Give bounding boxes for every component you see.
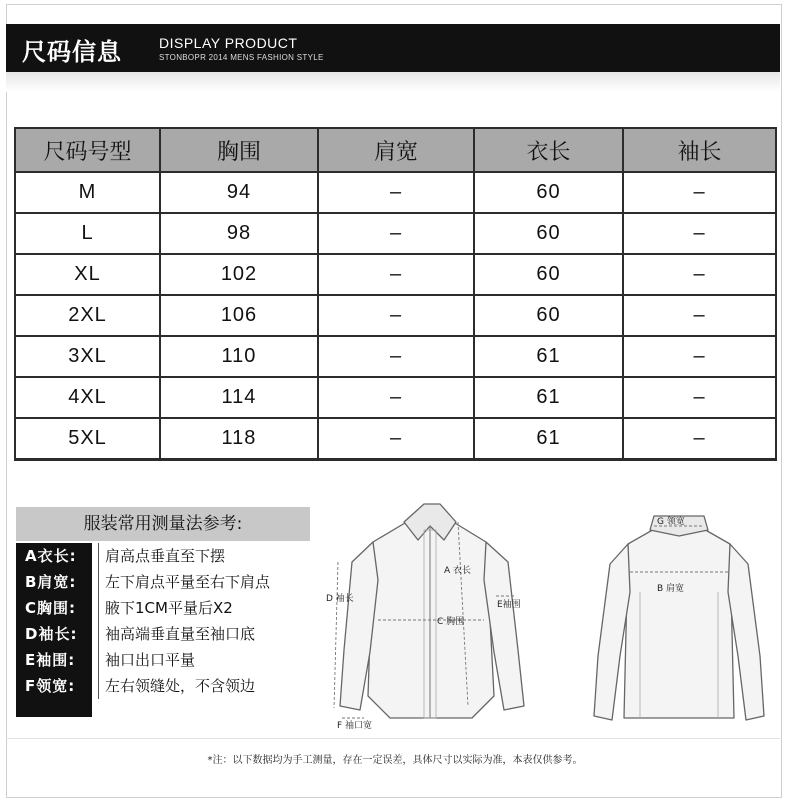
measure-key: B肩宽: [25,573,77,591]
column-header-chest: 胸围 [160,128,318,172]
section-header [6,24,780,72]
measure-desc: 左右领缝处，不含领边 [98,673,313,699]
cell-shoulder: – [318,418,474,460]
jacket-back-diagram [584,506,774,734]
footnote: *注：以下数据均为手工测量，存在一定误差，具体尺寸以实际为准，本表仅供参考。 [207,755,583,766]
measure-desc: 袖高端垂直量至袖口底 [98,621,313,647]
cell-chest: 94 [160,172,318,213]
measure-key: C胸围: [25,599,77,617]
cell-length: 60 [474,254,623,295]
table-row [15,254,776,295]
table-row [15,213,776,254]
column-header-shoulder: 肩宽 [318,128,474,172]
cell-length: 60 [474,172,623,213]
cell-length: 61 [474,336,623,377]
measure-key: E袖围: [25,651,76,669]
cell-size: M [15,172,160,213]
table-row [15,172,776,213]
measure-key: A衣长: [25,547,77,565]
cell-sleeve: – [623,254,776,295]
table-row [15,377,776,418]
cell-sleeve: – [623,377,776,418]
front-label-cuff-width: F 袖口宽 [337,721,373,731]
front-label-sleeve-circ: E袖围 [497,600,521,610]
section-title-en: DISPLAY PRODUCT [159,35,298,51]
column-header-sleeve: 袖长 [623,128,776,172]
cell-size: L [15,213,160,254]
measure-key: D袖长: [25,625,78,643]
column-header-length: 衣长 [474,128,623,172]
cell-shoulder: – [318,254,474,295]
measure-key: F领宽: [25,677,76,695]
cell-size: 3XL [15,336,160,377]
cell-sleeve: – [623,213,776,254]
cell-chest: 114 [160,377,318,418]
cell-shoulder: – [318,336,474,377]
measure-desc: 肩高点垂直至下摆 [98,543,313,569]
cell-length: 60 [474,213,623,254]
measure-guide-descriptions [98,543,313,699]
cell-size: 2XL [15,295,160,336]
measure-guide-keys [16,543,92,717]
cell-sleeve: – [623,172,776,213]
divider [6,738,782,739]
cell-shoulder: – [318,295,474,336]
cell-chest: 106 [160,295,318,336]
front-label-sleeve-length: D 袖长 [326,594,354,604]
cell-size: 4XL [15,377,160,418]
measure-desc: 左下肩点平量至右下肩点 [98,569,313,595]
front-label-length: A 衣长 [444,566,472,576]
table-row [15,336,776,377]
cell-length: 61 [474,377,623,418]
header-shadow [6,72,780,92]
cell-sleeve: – [623,418,776,460]
cell-length: 60 [474,295,623,336]
cell-chest: 98 [160,213,318,254]
back-label-collar-width: G 领宽 [657,517,685,527]
cell-shoulder: – [318,172,474,213]
section-subtitle-en: STONBOPR 2014 MENS FASHION STYLE [159,53,324,62]
cell-sleeve: – [623,336,776,377]
cell-length: 61 [474,418,623,460]
cell-size: 5XL [15,418,160,460]
cell-chest: 118 [160,418,318,460]
front-label-chest: C 胸围 [437,617,465,627]
cell-size: XL [15,254,160,295]
cell-shoulder: – [318,377,474,418]
column-header-size: 尺码号型 [15,128,160,172]
section-title-cn: 尺码信息 [22,38,122,66]
size-table-header-row [15,128,776,172]
measure-desc: 袖口出口平量 [98,647,313,673]
measure-guide-title: 服装常用测量法参考: [16,507,310,541]
measure-desc: 腋下1CM平量后X2 [98,595,313,621]
cell-sleeve: – [623,295,776,336]
cell-shoulder: – [318,213,474,254]
cell-chest: 110 [160,336,318,377]
size-table [14,127,777,461]
back-label-shoulder: B 肩宽 [657,584,685,594]
cell-chest: 102 [160,254,318,295]
table-row [15,295,776,336]
jacket-front-diagram [318,500,540,738]
table-row [15,418,776,460]
